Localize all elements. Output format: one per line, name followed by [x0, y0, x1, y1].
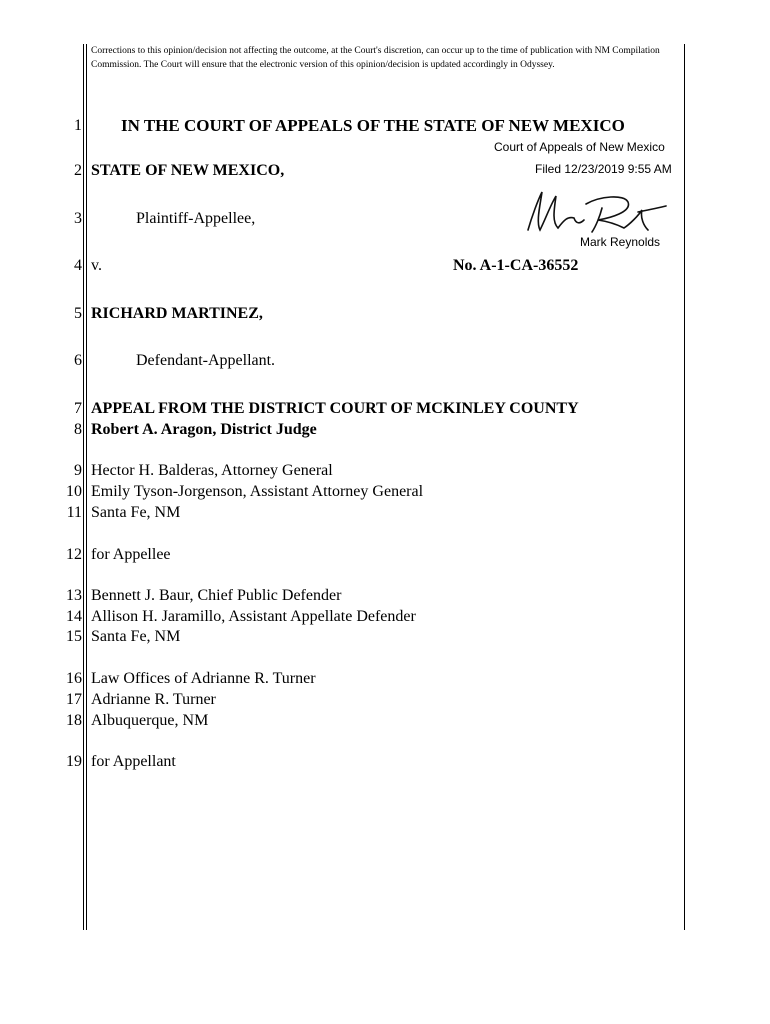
line-number: 2: [74, 162, 82, 179]
line-number: 4: [74, 257, 82, 274]
case-number: No. A-1-CA-36552: [453, 257, 579, 274]
plaintiff-role: Plaintiff-Appellee,: [136, 210, 256, 227]
stamp-filed-datetime: Filed 12/23/2019 9:55 AM: [535, 162, 672, 176]
line-number: 18: [66, 712, 82, 729]
line-number: 17: [66, 691, 82, 708]
line-number: 14: [66, 608, 82, 625]
left-margin-rule-1: [83, 44, 84, 930]
counsel-for-appellee: for Appellee: [91, 546, 171, 563]
appeal-heading: APPEAL FROM THE DISTRICT COURT OF MCKINLEY COUNTY: [91, 400, 579, 417]
line-number: 16: [66, 670, 82, 687]
counsel-line: Albuquerque, NM: [91, 712, 209, 729]
plaintiff-name: STATE OF NEW MEXICO,: [91, 162, 285, 179]
left-margin-rule-2: [86, 44, 87, 930]
counsel-line: Emily Tyson-Jorgenson, Assistant Attorney General: [91, 483, 424, 500]
counsel-line: Allison H. Jaramillo, Assistant Appellate Defender: [91, 608, 416, 625]
line-number: 3: [74, 210, 82, 227]
counsel-line: Bennett J. Baur, Chief Public Defender: [91, 587, 342, 604]
counsel-line: Adrianne R. Turner: [91, 691, 216, 708]
line-number: 8: [74, 421, 82, 438]
counsel-for-appellant: for Appellant: [91, 753, 176, 770]
corrections-notice: Corrections to this opinion/decision not affecting the outcome, at the Court's discretion, can occur up to the time of publication with NM Compilation Commission. The Court will ensure that the electronic version of this opinion/decision is updated accordingly in Odyssey.: [91, 46, 660, 70]
right-margin-rule: [684, 44, 685, 930]
line-number: 6: [74, 352, 82, 369]
line-number: 15: [66, 628, 82, 645]
stamp-court-name: Court of Appeals of New Mexico: [494, 140, 665, 154]
line-number: 12: [66, 546, 82, 563]
line-number: 1: [74, 117, 82, 134]
line-number: 5: [74, 305, 82, 322]
line-number: 11: [66, 504, 82, 521]
counsel-line: Hector H. Balderas, Attorney General: [91, 462, 333, 479]
court-heading: IN THE COURT OF APPEALS OF THE STATE OF NEW MEXICO: [121, 116, 625, 135]
district-judge: Robert A. Aragon, District Judge: [91, 421, 317, 438]
line-number: 7: [74, 400, 82, 417]
stamp-signer-name: Mark Reynolds: [580, 235, 661, 249]
signature-image: [520, 186, 670, 238]
counsel-line: Santa Fe, NM: [91, 628, 181, 645]
versus: v.: [91, 257, 102, 274]
defendant-role: Defendant-Appellant.: [136, 352, 276, 369]
counsel-line: Law Offices of Adrianne R. Turner: [91, 670, 316, 687]
line-number: 10: [66, 483, 82, 500]
line-number: 19: [66, 753, 82, 770]
line-number: 9: [74, 462, 82, 479]
defendant-name: RICHARD MARTINEZ,: [91, 305, 263, 322]
counsel-line: Santa Fe, NM: [91, 504, 181, 521]
line-number: 13: [66, 587, 82, 604]
